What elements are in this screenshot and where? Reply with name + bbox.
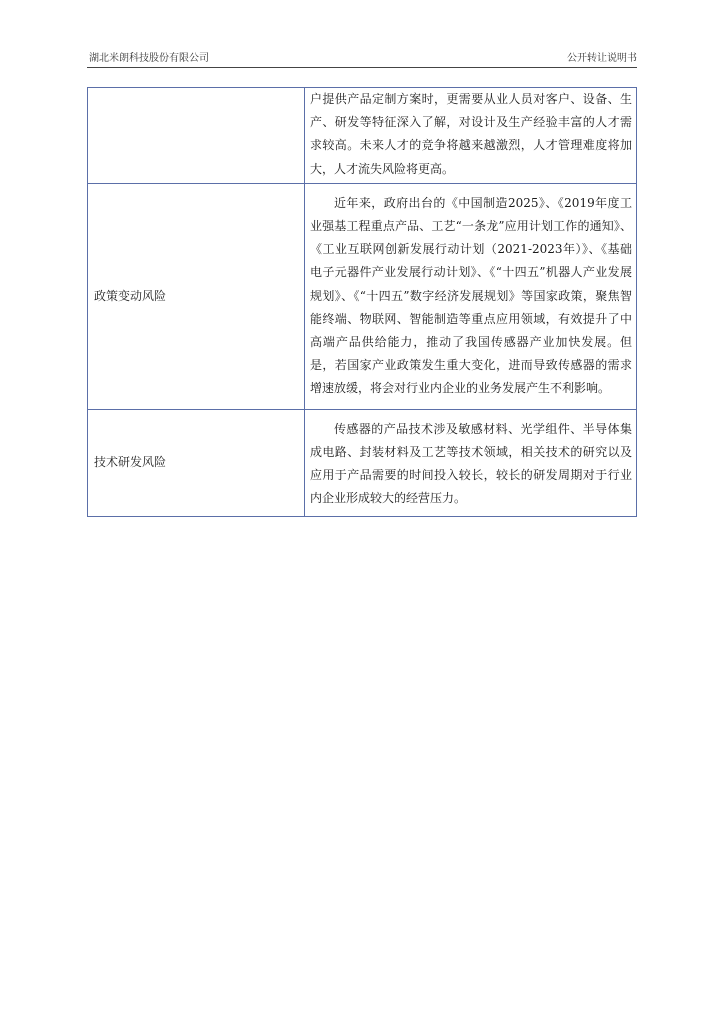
- table-row: [88, 88, 637, 184]
- table-row: [88, 409, 637, 517]
- risk-description: [305, 88, 637, 184]
- page-header: [87, 52, 637, 68]
- risk-description: [305, 183, 637, 409]
- risk-description-text: 传感器的产品技术涉及敏感材料、光学组件、半导体集成电路、封装材料及工艺等技术领域，相关技术的研究以及应用于产品需要的时间投入较长，较长的研发周期对于行业内企业形成较大的经营压力。: [310, 421, 632, 506]
- risk-description-text: 近年来，政府出台的《中国制造2025》、《2019年度工业强基工程重点产品、工艺“一条龙”应用计划工作的通知》、《工业互联网创新发展行动计划（2021-2023年）》、《基础电子元器件产业发展行动计划》、《“十四五”机器人产业发展规划》、《“十四五”数字经济发展规划》等国家政策，聚焦智能终端、物联网、智能制造等重点应用领域，有效提升了中高端产品供给能力，推动了我国传感器产业加快发展。但是，若国家产业政策发生重大变化，进而导致传感器的需求增速放缓，将会对行业内企业的业务发展产生不利影响。: [310, 195, 632, 396]
- risk-label: 政策变动风险: [88, 183, 305, 409]
- risk-description-text: 户提供产品定制方案时，更需要从业人员对客户、设备、生产、研发等特征深入了解，对设计及生产经验丰富的人才需求较高。未来人才的竞争将越来越激烈，人才管理难度将加大，人才流失风险将更高。: [310, 92, 632, 176]
- table-row: [88, 183, 637, 409]
- header-rule: [87, 67, 637, 68]
- risk-label: [88, 88, 305, 184]
- company-name: 湖北米朗科技股份有限公司: [89, 53, 209, 64]
- risk-description: [305, 409, 637, 517]
- risk-label: 技术研发风险: [88, 409, 305, 517]
- document-type: 公开转让说明书: [567, 53, 637, 64]
- risk-table: [87, 87, 637, 517]
